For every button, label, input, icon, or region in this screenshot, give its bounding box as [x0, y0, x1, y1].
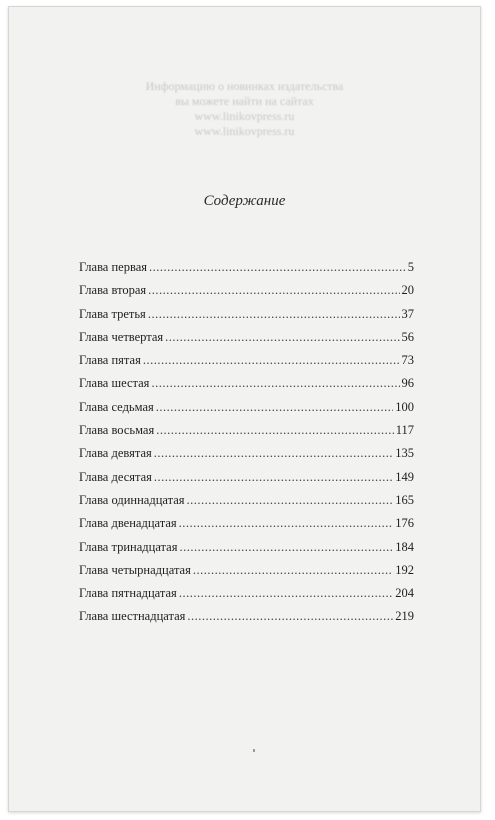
toc-item-title: Глава седьмая	[79, 399, 154, 414]
toc-item-1[interactable]	[79, 260, 414, 283]
toc-list	[79, 260, 414, 633]
toc-item-page: 149	[395, 469, 414, 484]
bleed-line: www.linikovpress.ru	[194, 109, 295, 123]
toc-item-15[interactable]	[79, 586, 414, 609]
toc-item-page: 219	[395, 609, 414, 624]
toc-item-2[interactable]	[79, 283, 414, 306]
bleed-line: Информацию о новинках издательства	[145, 79, 344, 93]
toc-leader-dots	[156, 423, 393, 438]
toc-item-title: Глава тринадцатая	[79, 539, 178, 554]
toc-item-title: Глава восьмая	[79, 423, 155, 438]
toc-leader-dots	[179, 586, 393, 601]
toc-leader-dots	[151, 376, 399, 391]
toc-item-14[interactable]	[79, 563, 414, 586]
toc-item-10[interactable]	[79, 470, 414, 493]
toc-leader-dots	[154, 470, 393, 485]
toc-item-title: Глава двенадцатая	[79, 516, 177, 531]
toc-leader-dots	[187, 609, 393, 624]
toc-item-page: 96	[401, 376, 414, 391]
toc-item-13[interactable]	[79, 540, 414, 563]
toc-item-title: Глава первая	[79, 260, 148, 274]
toc-item-title: Глава четвертая	[79, 329, 164, 344]
toc-item-16[interactable]	[79, 609, 414, 632]
toc-item-page: 37	[401, 306, 414, 321]
toc-item-page: 165	[395, 492, 414, 507]
toc-leader-dots	[149, 260, 406, 275]
toc-item-title: Глава четырнадцатая	[79, 562, 191, 577]
toc-item-9[interactable]	[79, 446, 414, 469]
toc-item-page: 192	[395, 562, 414, 577]
toc-item-page: 176	[395, 516, 414, 531]
toc-leader-dots	[179, 540, 393, 555]
toc-item-title: Глава девятая	[79, 446, 152, 461]
toc-leader-dots	[165, 330, 399, 345]
toc-item-title: Глава пятнадцатая	[79, 586, 177, 601]
toc-item-page: 20	[401, 283, 414, 298]
toc-item-page: 117	[395, 423, 414, 438]
page-mark	[253, 749, 255, 752]
toc-item-title: Глава шестнадцатая	[79, 609, 186, 624]
bleed-through-text-top	[9, 79, 480, 139]
toc-leader-dots	[154, 446, 393, 461]
toc-leader-dots	[179, 516, 394, 531]
toc-item-title: Глава вторая	[79, 283, 147, 298]
toc-item-11[interactable]	[79, 493, 414, 516]
toc-item-title: Глава пятая	[79, 353, 141, 368]
toc-item-page: 100	[395, 399, 414, 414]
toc-item-page: 184	[395, 539, 414, 554]
toc-leader-dots	[143, 353, 400, 368]
toc-leader-dots	[148, 307, 400, 322]
toc-item-12[interactable]	[79, 516, 414, 539]
toc-heading: Содержание	[203, 193, 286, 209]
toc-item-6[interactable]	[79, 376, 414, 399]
toc-item-page: 204	[395, 586, 414, 601]
toc-item-title: Глава одиннадцатая	[79, 492, 185, 507]
toc-item-5[interactable]	[79, 353, 414, 376]
toc-leader-dots	[148, 283, 399, 298]
toc-item-8[interactable]	[79, 423, 414, 446]
toc-item-title: Глава третья	[79, 306, 146, 321]
toc-item-page: 73	[401, 353, 414, 368]
toc-item-title: Глава шестая	[79, 376, 150, 391]
toc-item-3[interactable]	[79, 307, 414, 330]
toc-leader-dots	[193, 563, 393, 578]
bleed-line: www.linikovpress.ru	[194, 124, 295, 138]
toc-item-title: Глава десятая	[79, 469, 152, 484]
toc-leader-dots	[156, 400, 394, 415]
toc-item-7[interactable]	[79, 400, 414, 423]
toc-item-page: 5	[407, 260, 414, 274]
toc-item-4[interactable]	[79, 330, 414, 353]
toc-item-page: 56	[401, 329, 414, 344]
bleed-line: вы можете найти на сайтах	[175, 94, 314, 108]
toc-leader-dots	[187, 493, 394, 508]
toc-item-page: 135	[395, 446, 414, 461]
book-page	[8, 6, 481, 812]
